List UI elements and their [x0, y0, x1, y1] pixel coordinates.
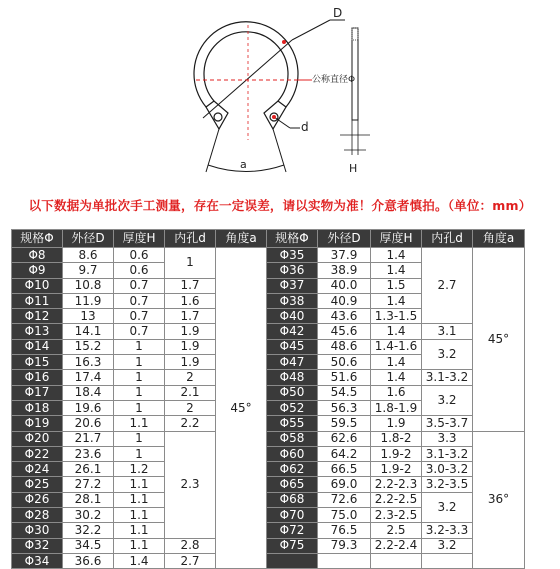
thickness-label: H	[349, 162, 358, 175]
spec-table	[11, 229, 525, 569]
angle-cell: 45°	[216, 248, 267, 569]
table-row	[12, 538, 525, 553]
outer-diameter-cell: 50.6	[318, 355, 371, 370]
spec-cell: Φ72	[267, 523, 318, 538]
spec-cell: Φ48	[267, 370, 318, 385]
thickness-cell: 1	[114, 400, 165, 415]
spec-cell: Φ62	[267, 462, 318, 477]
thickness-cell: 1	[114, 355, 165, 370]
hole-cell: 2.8	[165, 538, 216, 553]
column-header: 外径D	[318, 230, 371, 248]
table-row	[12, 416, 525, 431]
hole-cell: 3.2-3.3	[422, 523, 473, 538]
spec-cell: Φ19	[12, 416, 63, 431]
thickness-cell	[371, 553, 422, 568]
hole-cell: 3.1-3.2	[422, 370, 473, 385]
thickness-cell: 1	[114, 370, 165, 385]
spec-cell: Φ24	[12, 462, 63, 477]
hole-cell: 1.7	[165, 278, 216, 293]
table-row	[12, 492, 525, 507]
hole-cell: 1	[165, 248, 216, 279]
outer-diameter-cell: 36.6	[63, 553, 114, 568]
table-row	[12, 462, 525, 477]
spec-cell: Φ75	[267, 538, 318, 553]
spec-cell: Φ10	[12, 278, 63, 293]
table-row	[12, 324, 525, 339]
hole-cell	[422, 553, 473, 568]
thickness-cell: 0.7	[114, 324, 165, 339]
thickness-cell: 2.5	[371, 523, 422, 538]
outer-diameter-cell: 34.5	[63, 538, 114, 553]
angle-label: a	[240, 158, 247, 171]
spec-cell: Φ50	[267, 385, 318, 400]
thickness-cell: 0.7	[114, 293, 165, 308]
thickness-cell: 0.7	[114, 309, 165, 324]
table-row	[12, 248, 525, 263]
thickness-cell: 1.4	[371, 263, 422, 278]
outer-diameter-cell: 10.8	[63, 278, 114, 293]
spec-cell: Φ8	[12, 248, 63, 263]
hole-cell: 3.2-3.5	[422, 477, 473, 492]
spec-cell: Φ45	[267, 339, 318, 354]
thickness-cell: 1.1	[114, 477, 165, 492]
outer-diameter-cell: 54.5	[318, 385, 371, 400]
side-view	[340, 28, 370, 155]
outer-diameter-cell: 66.5	[318, 462, 371, 477]
hole-diameter-label: d	[301, 120, 309, 134]
thickness-cell: 1.9	[371, 416, 422, 431]
outer-diameter-cell: 38.9	[318, 263, 371, 278]
outer-diameter-cell: 40.9	[318, 293, 371, 308]
outer-diameter-cell: 19.6	[63, 400, 114, 415]
outer-diameter-cell: 30.2	[63, 508, 114, 523]
measurement-notice: 以下数据为单批次手工测量，存在一定误差，请以实物为准！介意者慎拍。（单位：mm）	[28, 198, 532, 213]
header-row	[12, 230, 525, 248]
outer-diameter-cell	[318, 553, 371, 568]
table-row	[12, 523, 525, 538]
spec-cell: Φ22	[12, 446, 63, 461]
outer-diameter-cell: 26.1	[63, 462, 114, 477]
angle-cell: 36°	[473, 431, 525, 569]
hole-cell: 2.1	[165, 385, 216, 400]
column-header: 内孔d	[165, 230, 216, 248]
table-row	[12, 339, 525, 354]
table-row	[12, 431, 525, 446]
thickness-cell: 1.4	[371, 248, 422, 263]
outer-diameter-cell: 72.6	[318, 492, 371, 507]
table-row	[12, 477, 525, 492]
spec-cell: Φ15	[12, 355, 63, 370]
thickness-cell: 0.6	[114, 248, 165, 263]
hole-cell: 2.2	[165, 416, 216, 431]
spec-cell: Φ68	[267, 492, 318, 507]
outer-diameter-cell: 45.6	[318, 324, 371, 339]
table-row	[12, 370, 525, 385]
thickness-cell: 1	[114, 385, 165, 400]
outer-diameter-cell: 64.2	[318, 446, 371, 461]
spec-cell: Φ13	[12, 324, 63, 339]
thickness-cell: 1.8-2	[371, 431, 422, 446]
spec-cell: Φ36	[267, 263, 318, 278]
column-header: 规格Φ	[12, 230, 63, 248]
table-row	[12, 385, 525, 400]
outer-diameter-cell: 59.5	[318, 416, 371, 431]
outer-diameter-cell: 8.6	[63, 248, 114, 263]
thickness-cell: 0.6	[114, 263, 165, 278]
hole-cell: 3.2	[422, 339, 473, 370]
spec-cell: Φ35	[267, 248, 318, 263]
outer-diameter-cell: 28.1	[63, 492, 114, 507]
thickness-cell: 1	[114, 339, 165, 354]
thickness-cell: 2.2-2.4	[371, 538, 422, 553]
hole-cell: 1.9	[165, 355, 216, 370]
spec-cell: Φ38	[267, 293, 318, 308]
thickness-cell: 1.3-1.5	[371, 309, 422, 324]
thickness-cell: 1.4	[371, 324, 422, 339]
hole-cell: 3.1	[422, 324, 473, 339]
hole-cell: 3.2	[422, 538, 473, 553]
spec-cell: Φ42	[267, 324, 318, 339]
spec-cell: Φ20	[12, 431, 63, 446]
hole-cell: 3.2	[422, 385, 473, 416]
outer-diameter-cell: 21.7	[63, 431, 114, 446]
thickness-cell: 1	[114, 446, 165, 461]
outer-diameter-cell: 79.3	[318, 538, 371, 553]
hole-cell: 1.9	[165, 339, 216, 354]
hole-cell: 2.7	[165, 553, 216, 568]
hole-cell: 1.7	[165, 309, 216, 324]
outer-diameter-cell: 20.6	[63, 416, 114, 431]
thickness-cell: 2.3-2.5	[371, 508, 422, 523]
column-header: 内孔d	[422, 230, 473, 248]
spec-cell: Φ58	[267, 431, 318, 446]
hole-cell: 3.1-3.2	[422, 446, 473, 461]
spec-cell: Φ17	[12, 385, 63, 400]
outer-diameter-cell: 13	[63, 309, 114, 324]
table-row	[12, 553, 525, 568]
spec-cell: Φ14	[12, 339, 63, 354]
outer-diameter-cell: 62.6	[318, 431, 371, 446]
spec-cell: Φ34	[12, 553, 63, 568]
spec-cell	[267, 553, 318, 568]
thickness-cell: 1.5	[371, 278, 422, 293]
hole-cell: 1.9	[165, 324, 216, 339]
outer-diameter-cell: 37.9	[318, 248, 371, 263]
circlip-technical-drawing	[0, 0, 560, 196]
hole-cell: 2.7	[422, 248, 473, 324]
thickness-cell: 1.4	[114, 553, 165, 568]
outer-diameter-cell: 69.0	[318, 477, 371, 492]
thickness-cell: 1.1	[114, 416, 165, 431]
spec-cell: Φ40	[267, 309, 318, 324]
outer-diameter-cell: 75.0	[318, 508, 371, 523]
outer-diameter-cell: 23.6	[63, 446, 114, 461]
thickness-cell: 1.9-2	[371, 446, 422, 461]
hole-cell: 3.3	[422, 431, 473, 446]
hole-cell: 2	[165, 400, 216, 415]
outer-diameter-cell: 17.4	[63, 370, 114, 385]
outer-diameter-cell: 16.3	[63, 355, 114, 370]
table-row	[12, 446, 525, 461]
thickness-cell: 1.1	[114, 538, 165, 553]
right-lug	[264, 101, 286, 129]
thickness-cell: 1.1	[114, 508, 165, 523]
thickness-cell: 1.1	[114, 523, 165, 538]
thickness-cell: 1.8-1.9	[371, 400, 422, 415]
thickness-cell: 1.6	[371, 385, 422, 400]
spec-cell: Φ55	[267, 416, 318, 431]
thickness-cell: 2.2-2.3	[371, 477, 422, 492]
hole-cell: 2	[165, 370, 216, 385]
spec-cell: Φ60	[267, 446, 318, 461]
spec-cell: Φ26	[12, 492, 63, 507]
outer-diameter-cell: 43.6	[318, 309, 371, 324]
spec-cell: Φ28	[12, 508, 63, 523]
column-header: 厚度H	[371, 230, 422, 248]
column-header: 角度a	[216, 230, 267, 248]
spec-cell: Φ11	[12, 293, 63, 308]
column-header: 外径D	[63, 230, 114, 248]
spec-cell: Φ65	[267, 477, 318, 492]
ring-inner-arc	[204, 32, 288, 101]
spec-cell: Φ18	[12, 400, 63, 415]
outer-diameter-cell: 56.3	[318, 400, 371, 415]
column-header: 厚度H	[114, 230, 165, 248]
thickness-cell: 1.2	[114, 462, 165, 477]
spec-cell: Φ9	[12, 263, 63, 278]
outer-diameter-cell: 27.2	[63, 477, 114, 492]
thickness-cell: 1.4-1.6	[371, 339, 422, 354]
outer-diameter-cell: 48.6	[318, 339, 371, 354]
outer-diameter-cell: 32.2	[63, 523, 114, 538]
thickness-cell: 1.4	[371, 370, 422, 385]
spec-cell: Φ47	[267, 355, 318, 370]
outer-diameter-cell: 51.6	[318, 370, 371, 385]
thickness-cell: 1.1	[114, 492, 165, 507]
spec-cell: Φ32	[12, 538, 63, 553]
spec-cell: Φ52	[267, 400, 318, 415]
outer-diameter-cell: 11.9	[63, 293, 114, 308]
spec-cell: Φ70	[267, 508, 318, 523]
outer-diameter-cell: 18.4	[63, 385, 114, 400]
outer-diameter-label: D	[333, 6, 343, 20]
outer-diameter-cell: 14.1	[63, 324, 114, 339]
outer-diameter-cell: 76.5	[318, 523, 371, 538]
thickness-cell: 1.4	[371, 355, 422, 370]
thickness-cell: 1	[114, 431, 165, 446]
hole-cell: 3.2	[422, 492, 473, 523]
hole-cell: 1.6	[165, 293, 216, 308]
spec-cell: Φ12	[12, 309, 63, 324]
hole-cell: 3.5-3.7	[422, 416, 473, 431]
angle-cell: 45°	[473, 248, 525, 432]
outer-diameter-cell: 15.2	[63, 339, 114, 354]
hole-cell: 2.3	[165, 431, 216, 538]
thickness-cell: 0.7	[114, 278, 165, 293]
thickness-cell: 1.4	[371, 293, 422, 308]
hole-cell: 3.0-3.2	[422, 462, 473, 477]
nominal-diameter-label: 公称直径Φ	[312, 75, 356, 85]
outer-diameter-cell: 9.7	[63, 263, 114, 278]
spec-cell: Φ30	[12, 523, 63, 538]
spec-cell: Φ37	[267, 278, 318, 293]
spec-cell: Φ25	[12, 477, 63, 492]
thickness-cell: 1.9-2	[371, 462, 422, 477]
column-header: 规格Φ	[267, 230, 318, 248]
thickness-cell: 2.2-2.5	[371, 492, 422, 507]
spec-cell: Φ16	[12, 370, 63, 385]
outer-diameter-cell: 40.0	[318, 278, 371, 293]
column-header: 角度a	[473, 230, 525, 248]
